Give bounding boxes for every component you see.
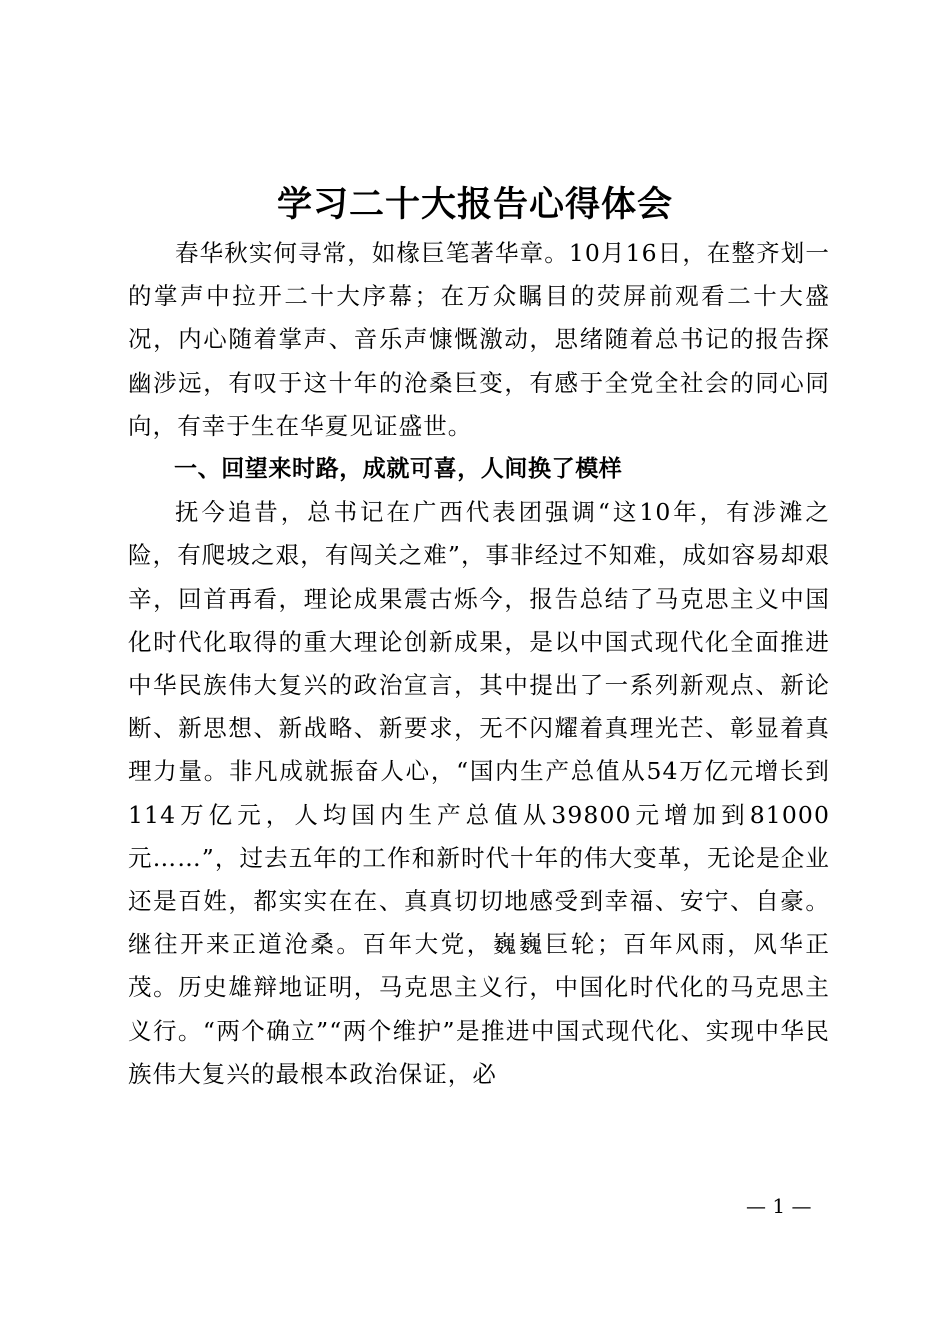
document-title: 学习二十大报告心得体会 [276,184,673,225]
intro-paragraph: 春华秋实何寻常，如椽巨笔著华章。10月16日，在整齐划一的掌声中拉开二十大序幕；在万众瞩目的荧屏前观看二十大盛况，内心随着掌声、音乐声慷慨激动，思绪随着总书记的报告探幽涉远，有叹于这十年的沧桑巨变，有感于全党全社会的同心同向，有幸于生在华夏见证盛世。 [128,239,830,440]
section-heading: 一、回望来时路，成就可喜，人间换了模样 [174,456,623,483]
section-paragraph: 抚今追昔，总书记在广西代表团强调“这10年，有涉滩之险，有爬坡之艰，有闯关之难”，事非经过不知难，成如容易却艰辛，回首再看，理论成果震古烁今，报告总结了马克思主义中国化时代化取得的重大理论创新成果，是以中国式现代化全面推进中华民族伟大复兴的政治宣言，其中提出了一系列新观点、新论断、新思想、新战略、新要求，无不闪耀着真理光芒、彰显着真理力量。非凡成就振奋人心，“国内生产总值从54万亿元增长到114万亿元，人均国内生产总值从39800元增加到81000元……”，过去五年的工作和新时代十年的伟大变革，无论是企业还是百姓，都实实在在、真真切切地感受到幸福、安宁、自豪。继往开来正道沧桑。百年大党，巍巍巨轮；百年风雨，风华正茂。历史雄辩地证明，马克思主义行，中国化时代化的马克思主义行。“两个确立”“两个维护”是推进中国式现代化、实现中华民族伟大复兴的最根本政治保证，必 [128,498,830,1088]
page-number: — 1 — [746,1194,812,1218]
document-body [128,232,830,1096]
